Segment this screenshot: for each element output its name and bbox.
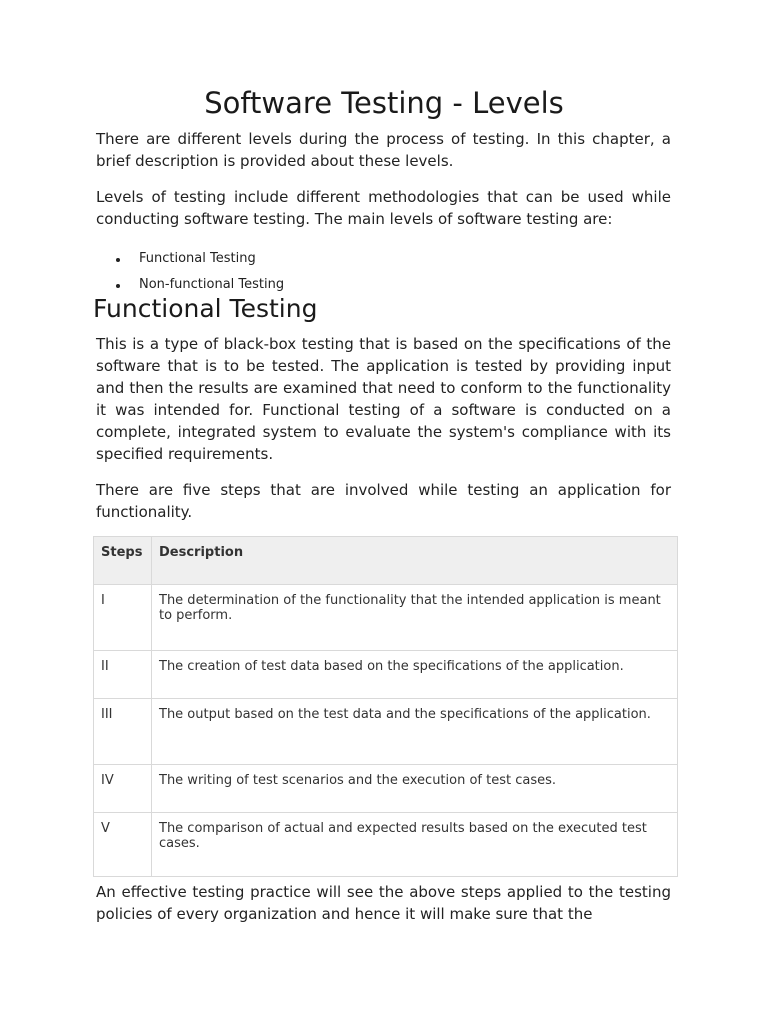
description-cell: The writing of test scenarios and the execution of test cases.	[152, 765, 678, 813]
table-row	[94, 585, 678, 651]
section-heading-functional: Functional Testing	[93, 294, 318, 323]
steps-table	[93, 536, 678, 877]
step-cell: I	[94, 585, 152, 651]
description-cell: The creation of test data based on the specifications of the application.	[152, 651, 678, 699]
description-cell: The output based on the test data and the specifications of the application.	[152, 699, 678, 765]
page-title: Software Testing - Levels	[204, 86, 564, 120]
closing-paragraph: An effective testing practice will see the above steps applied to the testing policies of every organization and hence it will make sure that the	[96, 883, 671, 923]
step-cell: III	[94, 699, 152, 765]
step-cell: IV	[94, 765, 152, 813]
table-row	[94, 765, 678, 813]
step-cell: V	[94, 813, 152, 877]
list-item: Functional Testing	[96, 248, 671, 274]
functional-description: This is a type of black-box testing that is based on the specifications of the software that is to be tested. The application is tested by providing input and then the results are examined that need to conform to the functionality it was intended for. Functional testing of a software is conducted on a complete, integrated system to evaluate the system's compliance with its specified requirements.	[96, 335, 671, 463]
list-item: Non-functional Testing	[96, 274, 671, 300]
description-cell: The comparison of actual and expected results based on the executed test cases.	[152, 813, 678, 877]
intro-paragraph-2: Levels of testing include different methodologies that can be used while conducting software testing. The main levels of software testing are:	[96, 188, 671, 228]
header-steps: Steps	[94, 537, 152, 585]
header-description: Description	[152, 537, 678, 585]
levels-list	[96, 248, 671, 300]
description-cell: The determination of the functionality that the intended application is meant to perform.	[152, 585, 678, 651]
table-row	[94, 651, 678, 699]
table-header-row	[94, 537, 678, 585]
step-cell: II	[94, 651, 152, 699]
steps-intro: There are five steps that are involved while testing an application for functionality.	[96, 481, 671, 521]
intro-paragraph-1: There are different levels during the process of testing. In this chapter, a brief description is provided about these levels.	[96, 130, 671, 170]
table-row	[94, 813, 678, 877]
table-row	[94, 699, 678, 765]
